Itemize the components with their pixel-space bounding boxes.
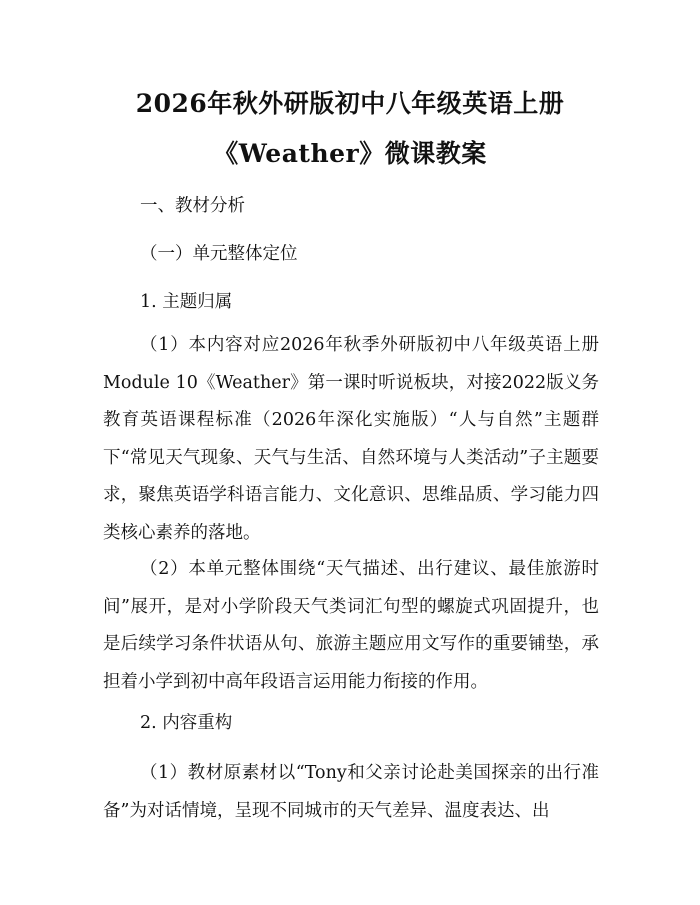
document-title-line1: 2026年秋外研版初中八年级英语上册 <box>135 89 565 118</box>
subsection-heading-unit-positioning: （一）单元整体定位 <box>140 244 298 264</box>
section-heading-textbook-analysis: 一、教材分析 <box>140 196 245 216</box>
item-heading-theme: 1. 主题归属 <box>140 292 233 312</box>
paragraph-theme-2: （2）本单元整体围绕“天气描述、出行建议、最佳旅游时间”展开，是对小学阶段天气类词汇句型的螺旋式巩固提升，也是后续学习条件状语从句、旅游主题应用文写作的重要铺垫，承担着小学到初中高年段语言运用能力衔接的作用。 <box>103 559 599 692</box>
paragraph-theme-1: （1）本内容对应2026年秋季外研版初中八年级英语上册Module 10《Weather》第一课时听说板块，对接2022版义务教育英语课程标准（2026年深化实施版）“人与自然”主题群下“常见天气现象、天气与生活、自然环境与人类活动”子主题要求，聚焦英语学科语言能力、文化意识、思维品质、学习能力四类核心素养的落地。 <box>103 335 599 543</box>
document-title-line2: 《Weather》微课教案 <box>213 139 487 168</box>
paragraph-content-restructure-1: （1）教材原素材以“Tony和父亲讨论赴美国探亲的出行准备”为对话情境，呈现不同城市的天气差异、温度表达、出 <box>103 763 599 821</box>
item-heading-content-restructure: 2. 内容重构 <box>140 713 233 733</box>
